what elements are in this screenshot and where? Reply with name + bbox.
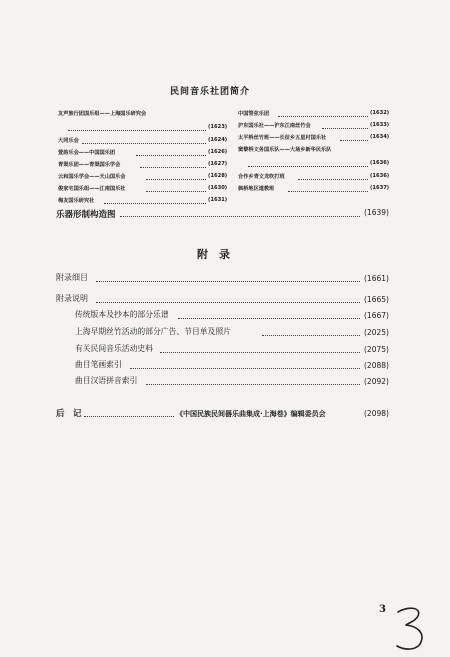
leader-dots xyxy=(96,302,360,303)
leader-dots xyxy=(248,166,368,167)
toc-entry-page: (1632) xyxy=(370,110,390,116)
toc-entry-page: (1636) xyxy=(370,160,390,166)
leader-dots xyxy=(322,128,368,129)
toc-entry-page: (1623) xyxy=(208,124,228,130)
leader-dots xyxy=(140,167,206,168)
toc-entry-page: (1631) xyxy=(208,197,228,203)
leader-dots xyxy=(136,155,206,156)
leader-dots xyxy=(288,191,368,192)
toc-entry-page: (2092) xyxy=(364,377,389,386)
toc-entry-label: 曲目汉语拼音索引 xyxy=(75,376,138,385)
toc-entry-label: 大同乐会 xyxy=(58,138,79,144)
leader-dots xyxy=(298,179,368,180)
editor-credit: 《中国民族民间器乐曲集成·上海卷》编辑委员会 xyxy=(176,410,326,418)
leader-dots xyxy=(146,384,360,385)
leader-dots xyxy=(82,143,206,144)
toc-entry-page: (1624) xyxy=(208,137,228,143)
toc-entry-page: (1665) xyxy=(364,295,389,304)
leader-dots xyxy=(120,216,360,217)
toc-entry-label: 乐器形制构造图 xyxy=(56,210,116,220)
toc-entry-label: 青渠乐团——青渠国乐学会 xyxy=(58,162,121,168)
toc-entry-page: (2088) xyxy=(364,361,389,370)
toc-entry-label: 友声旅行团国乐组——上海国乐研究会 xyxy=(58,111,147,117)
toc-entry-page: (1628) xyxy=(208,173,228,179)
toc-entry-label: 后 记 xyxy=(56,409,82,419)
leader-dots xyxy=(160,352,360,353)
toc-entry-label: 上海早期丝竹活动的部分广告、节目单及照片 xyxy=(75,327,231,336)
leader-dots xyxy=(84,416,174,417)
toc-entry-label: 曲目笔画索引 xyxy=(75,360,122,369)
toc-entry-page: (1639) xyxy=(364,208,389,217)
toc-entry-label: 附录细目 xyxy=(56,273,88,282)
toc-entry-page: (2098) xyxy=(364,409,389,418)
toc-entry-page: (2075) xyxy=(364,345,389,354)
toc-entry-page: (1661) xyxy=(364,274,389,283)
leader-dots xyxy=(130,368,360,369)
toc-entry-label: 合作乡青文龙吹打班 xyxy=(238,174,285,180)
toc-entry-label: 云和国乐学会——天山国乐会 xyxy=(58,174,126,180)
toc-entry-page: (1636) xyxy=(370,173,390,179)
toc-entry-page: (1630) xyxy=(208,185,228,191)
toc-entry-page: (1626) xyxy=(208,149,228,155)
toc-entry-label: 萱韵乐会——中国国乐团 xyxy=(58,150,116,156)
toc-entry-page: (1667) xyxy=(364,311,389,320)
toc-entry-label: 俊家宅国乐组——江南国乐社 xyxy=(58,186,126,192)
leader-dots xyxy=(178,318,360,319)
toc-entry-label: 太平桥丝竹班——长征乡五星村国乐社 xyxy=(238,135,327,141)
leader-dots xyxy=(146,179,206,180)
leader-dots xyxy=(96,281,360,282)
section-title: 民间音乐社团简介 xyxy=(170,87,251,97)
leader-dots xyxy=(104,203,206,204)
toc-entry-page: (1634) xyxy=(370,134,390,140)
toc-entry-page: (2025) xyxy=(364,328,389,337)
leader-dots xyxy=(278,116,368,117)
toc-entry-label: 中国管弦乐团 xyxy=(238,111,270,117)
toc-entry-label: 窦黎桥文务国乐队——大场乡新华民乐队 xyxy=(238,147,332,153)
page-number-mark: 3 xyxy=(379,604,386,615)
toc-entry-label: 沪东国乐社——沪东江南丝竹会 xyxy=(238,123,311,129)
leader-dots xyxy=(68,130,206,131)
handwritten-page-number xyxy=(392,604,432,654)
section-title: 附 录 xyxy=(197,248,230,261)
toc-entry-label: 附录说明 xyxy=(56,294,88,303)
toc-entry-page: (1637) xyxy=(370,185,390,191)
toc-entry-label: 枫桥地区道教班 xyxy=(238,186,275,192)
toc-entry-page: (1627) xyxy=(208,161,228,167)
toc-entry-label: 传统版本及抄本的部分乐谱 xyxy=(75,310,169,319)
leader-dots xyxy=(262,335,360,336)
leader-dots xyxy=(340,140,368,141)
toc-entry-label: 有关民间音乐活动史料 xyxy=(75,344,153,353)
toc-entry-label: 梅友国乐研究社 xyxy=(58,198,95,204)
leader-dots xyxy=(146,191,206,192)
toc-entry-page: (1633) xyxy=(370,122,390,128)
